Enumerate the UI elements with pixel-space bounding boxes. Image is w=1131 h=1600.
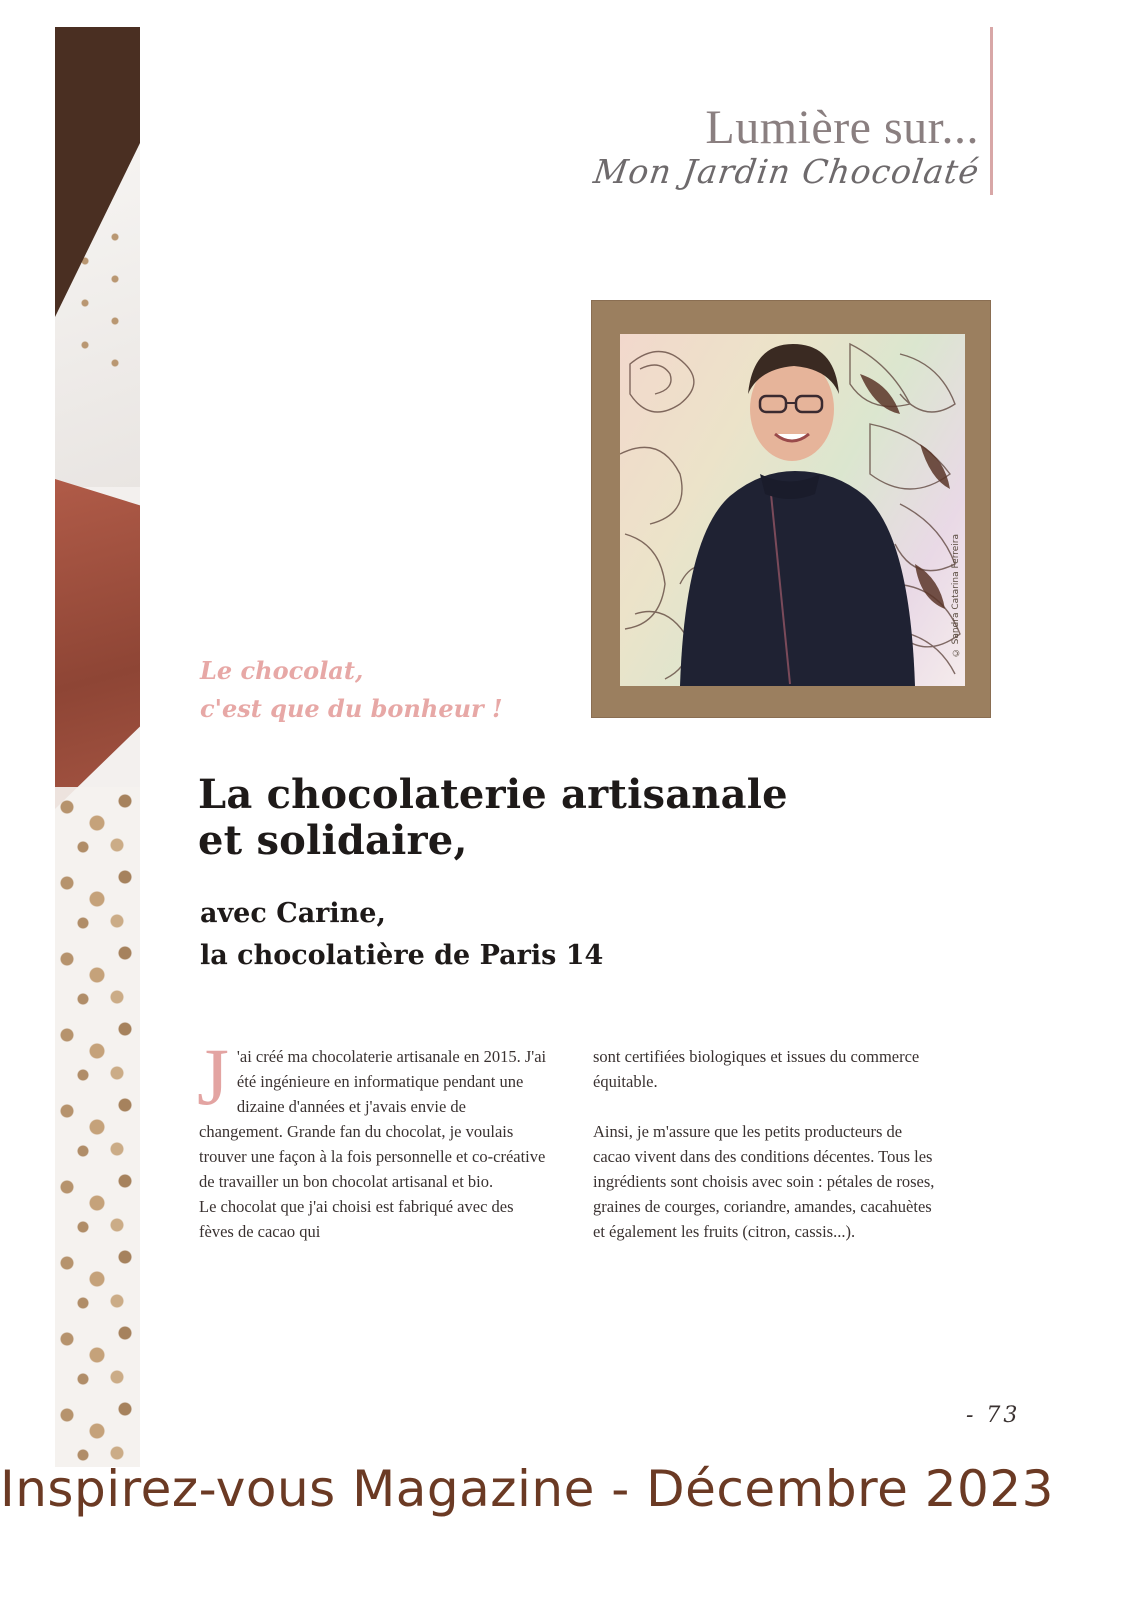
- subheadline-line-1: avec Carine,: [200, 898, 386, 929]
- portrait-photo-frame: [591, 300, 991, 718]
- paragraph-spacer: [593, 1094, 938, 1119]
- body-paragraph: 'ai créé ma chocolaterie artisanale en 2015. J'ai été ingénieure en informatique pendant une dizaine d'années et j'avais envie de changement. Grande fan du chocolat, je voulais trouver une façon à la fois personnelle et co-créative de travailler un bon chocolat artisanal et bio.: [199, 1047, 547, 1191]
- body-column-right: [593, 1044, 938, 1244]
- body-paragraph: Ainsi, je m'assure que les petits producteurs de cacao vivent dans des conditions décentes. Tous les ingrédients sont choisis avec soin : pétales de roses, graines de courges, coriandre, amandes, cacahuètes et également les fruits (citron, cassis...).: [593, 1122, 935, 1241]
- footer-caption: Inspirez-vous Magazine - Décembre 2023: [0, 1460, 1054, 1518]
- headline-line-2: et solidaire,: [198, 817, 468, 864]
- body-paragraph: Le chocolat que j'ai choisi est fabriqué avec des fèves de cacao qui: [199, 1197, 514, 1241]
- portrait-photo: [620, 334, 965, 686]
- subheadline-line-2: la chocolatière de Paris 14: [200, 940, 604, 971]
- strip-red-paper: [55, 479, 140, 809]
- article-headline: [198, 772, 958, 864]
- article-kicker: [200, 652, 503, 728]
- section-title: Lumière sur...: [705, 101, 979, 154]
- portrait-illustration: [620, 334, 965, 686]
- headline-line-1: La chocolaterie artisanale: [198, 771, 788, 818]
- body-column-left: [197, 1031, 549, 1244]
- kicker-line-2: c'est que du bonheur !: [200, 694, 503, 723]
- page-number: - 73: [966, 1403, 1021, 1428]
- article-subheadline: [200, 893, 900, 977]
- kicker-line-1: Le chocolat,: [200, 656, 364, 685]
- section-subtitle: Mon Jardin Chocolaté: [591, 152, 982, 191]
- photo-credit: © Sandra Catarina Ferreira: [951, 534, 961, 658]
- drop-cap: J: [197, 1031, 229, 1122]
- body-paragraph: sont certifiées biologiques et issues du commerce équitable.: [593, 1047, 920, 1091]
- header-vertical-rule: [990, 27, 993, 195]
- strip-buckwheat-seeds: [55, 787, 140, 1467]
- decorative-side-image: [55, 27, 140, 1467]
